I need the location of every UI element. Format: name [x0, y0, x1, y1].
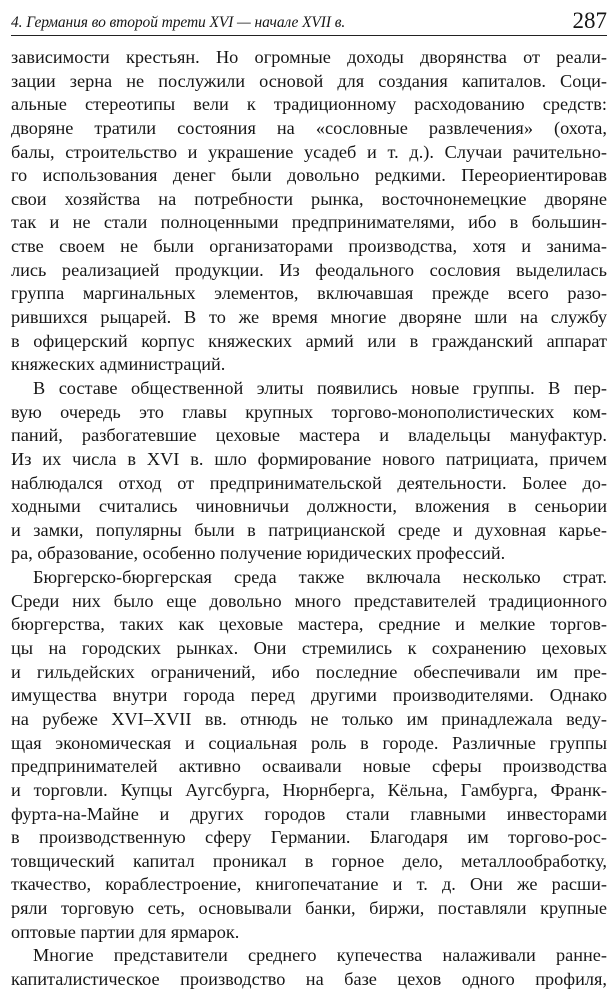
running-header [11, 0, 607, 36]
text-line: вую очередь это главы крупных торгово-монополистических ком- [11, 401, 607, 422]
text-line: княжеских администраций. [11, 354, 226, 375]
text-line: стве своем не были организаторами производства, хотя и занима- [11, 236, 607, 257]
text-line: в производственную сферу Германии. Благодаря им торгово-рос- [11, 827, 607, 848]
text-line: капиталистическое производство на базе цехов одного профиля, [11, 968, 607, 989]
running-title: 4. Германия во второй трети XVI — начале XVII в. [11, 14, 346, 31]
text-line: зависимости крестьян. Но огромные доходы дворянства от реали- [11, 47, 607, 67]
text-line: щая экономическая и социальная роль в городе. Различные группы [11, 732, 607, 753]
text-line: Из их числа в XVI в. шло формирование нового патрициата, причем [11, 448, 607, 469]
text-line: и гильдейских ограничений, ибо последние обеспечивали им пре- [11, 661, 607, 682]
page-number: 287 [572, 8, 607, 33]
text-line: оптовые партии для ярмарок. [11, 921, 240, 942]
text-line: лись реализацией продукции. Из феодального сословия выделилась [11, 259, 607, 280]
text-line: балы, строительство и украшение усадеб и т. д.). Случаи рачительно- [11, 141, 607, 162]
text-line: группа маргинальных элементов, включавшая прежде всего разо- [11, 283, 607, 304]
text-line: зации зерна не послужили основой для создания капиталов. Соци- [11, 70, 607, 91]
text-line: имущества внутри города перед другими производителями. Однако [11, 685, 607, 706]
text-line: и замки, популярны были в патрицианской среде и духовная карье- [11, 519, 607, 540]
text-line: дворяне тратили состояния на «сословные развлечения» (охота, [11, 117, 607, 138]
text-line: ходными считались чиновничьи должности, вложения в сеньории [11, 496, 607, 517]
text-line: Бюргерско-бюргерская среда также включала несколько страт. [33, 567, 607, 588]
text-line: бюргерства, таких как цеховые мастера, средние и мелкие торгов- [11, 614, 607, 635]
text-line: свои хозяйства на потребности рынка, восточнонемецкие дворяне [11, 188, 607, 209]
text-line: цы на городских рынках. Они стремились к сохранению цеховых [11, 638, 607, 659]
text-line: Многие представители среднего купечества налаживали ранне- [33, 945, 607, 966]
text-line: в офицерский корпус княжеских армий или в гражданский аппарат [11, 330, 607, 351]
text-line: товщический капитал проникал в горное дело, металлообработку, [11, 850, 607, 871]
text-line: паний, разбогатевшие цеховые мастера и владельцы мануфактур. [11, 425, 607, 446]
text-line: В составе общественной элиты появились новые группы. В пер- [33, 377, 607, 398]
text-line: наблюдался отход от предпринимательской деятельности. Более до- [11, 472, 607, 493]
text-line: ряли торговую сеть, основывали банки, биржи, поставляли крупные [11, 898, 607, 919]
text-line: и торговли. Купцы Аугсбурга, Нюрнберга, Кёльна, Гамбурга, Франк- [11, 779, 607, 800]
text-line: так и не стали полноценными предпринимателями, ибо в большин- [11, 212, 607, 233]
text-line: предпринимателей активно осваивали новые сферы производства [11, 756, 607, 777]
text-line: рившихся рыцарей. В то же время многие дворяне шли на службу [11, 307, 607, 328]
text-line: Среди них было еще довольно много представителей традиционного [11, 590, 607, 611]
text-line: ра, образование, особенно получение юридических профессий. [11, 543, 506, 564]
text-line: на рубеже XVI–XVII вв. отнюдь не только им принадлежала веду- [11, 708, 607, 729]
text-line: го использования денег были довольно редкими. Переориентировав [11, 165, 607, 186]
body-text [11, 46, 607, 992]
text-line: альные стереотипы вели к традиционному расходованию средств: [11, 94, 607, 115]
text-line: фурта-на-Майне и других городов стали главными инвесторами [11, 803, 607, 824]
text-line: ткачество, кораблестроение, книгопечатание и т. д. Они же расши- [11, 874, 607, 895]
